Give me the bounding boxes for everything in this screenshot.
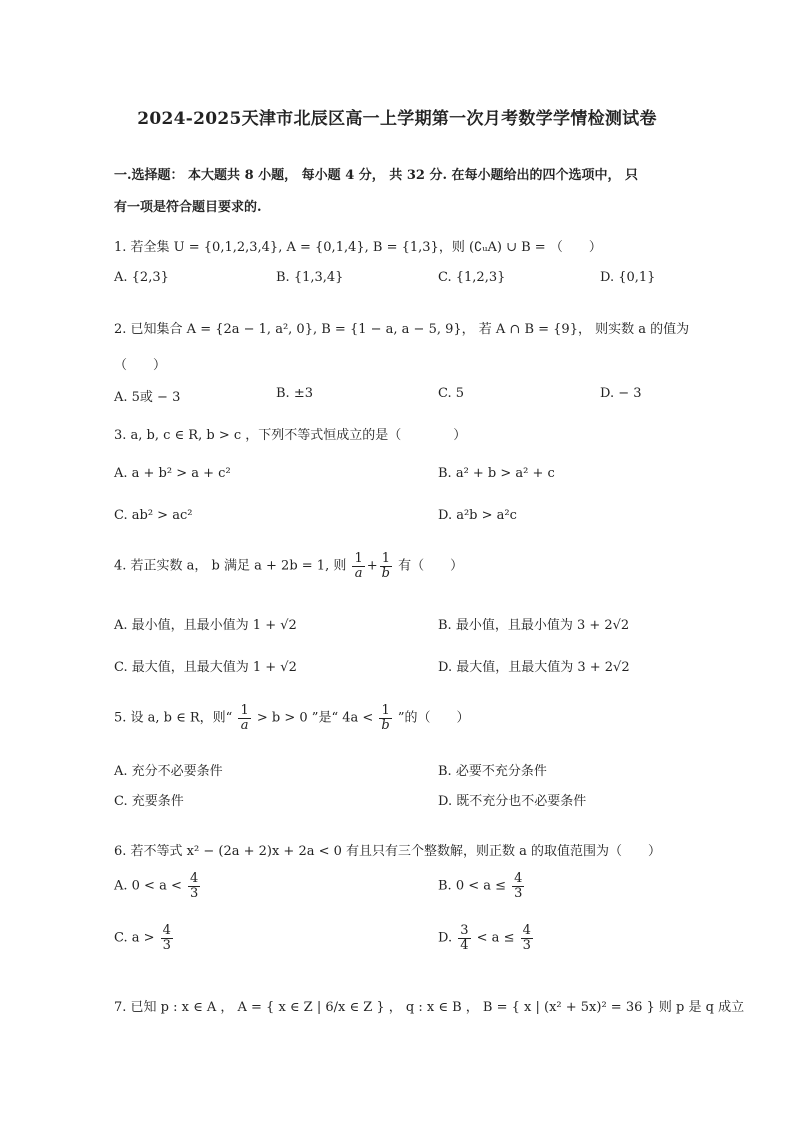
question-7-stem: 7. 已知 p : x ∈ A ， A = { x ∈ Z | 6/x ∈ Z } ， q : x ∈ B ， B = { x | (x² + 5x)² = 36 } 则 p 是 q 成立: [114, 1000, 745, 1015]
question-1-option-c: C. {1,2,3}: [438, 270, 506, 285]
fraction-1-over-b: [379, 704, 391, 732]
option-c-prefix: C. a >: [114, 930, 155, 946]
question-3-option-c: C. ab² > ac²: [114, 508, 193, 523]
question-5-option-a: A. 充分不必要条件: [114, 764, 223, 779]
question-3-stem: 3. a, b, c ∈ R, b > c ，下列不等式恒成立的是（ ）: [114, 428, 467, 443]
question-6-option-a: [114, 872, 202, 900]
question-3-option-a: A. a + b² > a + c²: [114, 466, 231, 481]
option-a-prefix: A. 0 < a <: [114, 878, 182, 894]
question-5-stem-pre: 5. 设 a, b ∈ R，则“: [114, 710, 233, 726]
section-instructions-line1: 一.选择题： 本大题共 8 小题， 每小题 4 分， 共 32 分. 在每小题给出的四个选项中， 只: [114, 168, 639, 183]
fraction-denominator: 3: [522, 937, 531, 953]
fraction-denominator: b: [381, 717, 390, 733]
fraction-numerator: 1: [379, 704, 391, 719]
fraction-1-over-b: [380, 552, 392, 580]
question-5-stem-post: ”的（ ）: [397, 710, 470, 726]
question-4-option-b: B. 最小值，且最小值为 3 + 2√2: [438, 618, 630, 633]
question-4-option-c: C. 最大值，且最大值为 1 + √2: [114, 660, 297, 675]
fraction-numerator: 4: [162, 923, 171, 938]
fraction-numerator: 3: [460, 923, 469, 938]
fraction-denominator: 3: [514, 885, 523, 901]
question-2-stem-cont: （ ）: [114, 358, 167, 373]
question-3-option-b: B. a² + b > a² + c: [438, 466, 555, 481]
option-b-prefix: B. 0 < a ≤: [438, 878, 507, 894]
section-instructions-line2: 有一项是符合题目要求的.: [114, 200, 262, 215]
question-6-stem: 6. 若不等式 x² − (2a + 2)x + 2a < 0 有且只有三个整数解，则正数 a 的取值范围为（ ）: [114, 844, 662, 859]
fraction-4-over-3: [161, 924, 173, 952]
question-1-option-d: D. {0,1}: [600, 270, 656, 285]
question-5-option-d: D. 既不充分也不必要条件: [438, 794, 587, 809]
fraction-denominator: b: [381, 565, 390, 581]
question-2-option-c: C. 5: [438, 386, 465, 401]
fraction-denominator: 4: [460, 937, 469, 953]
fraction-1-over-a: [352, 552, 364, 580]
fraction-denominator: a: [240, 717, 249, 733]
fraction-numerator: 4: [514, 871, 523, 886]
option-d-prefix: D.: [438, 930, 453, 946]
question-5-stem-mid: > b > 0 ”是“ 4a <: [256, 710, 374, 726]
question-4-option-d: D. 最大值，且最大值为 3 + 2√2: [438, 660, 630, 675]
fraction-numerator: 4: [522, 923, 531, 938]
option-d-middle: < a ≤: [476, 930, 515, 946]
fraction-numerator: 1: [380, 552, 392, 567]
fraction-numerator: 1: [240, 703, 249, 718]
question-1-option-a: A. {2,3}: [114, 270, 169, 285]
question-4-stem: 4. 若正实数 a， b 满足 a + 2b = 1, 则 $\frac{1}{a}$ + $\frac{1}{b}$ 有（ ）: [114, 551, 464, 581]
fraction-numerator: 1: [354, 551, 363, 566]
question-5-option-b: B. 必要不充分条件: [438, 764, 547, 779]
fraction-4-over-3: [188, 872, 200, 900]
question-2-option-d: D. − 3: [600, 386, 642, 401]
question-6-option-b: [438, 872, 526, 900]
fraction-denominator: a: [354, 565, 363, 581]
question-4-stem-pre: 4. 若正实数 a， b 满足 a + 2b = 1, 则: [114, 558, 347, 574]
question-2-option-b: B. ±3: [276, 386, 313, 401]
fraction-denominator: 3: [190, 885, 199, 901]
question-2-option-a: A. 5或 − 3: [114, 390, 181, 405]
fraction-4-over-3: [512, 872, 524, 900]
fraction-denominator: 3: [162, 937, 171, 953]
fraction-4-over-3: [521, 924, 533, 952]
question-6-option-d: [438, 924, 535, 952]
question-5-option-c: C. 充要条件: [114, 794, 184, 809]
question-3-option-d: D. a²b > a²c: [438, 508, 517, 523]
question-1-stem: 1. 若全集 U = {0,1,2,3,4}, A = {0,1,4}, B = {1,3}，则 (∁ᵤA) ∪ B = （ ）: [114, 240, 602, 255]
question-5-stem: [114, 704, 694, 732]
fraction-numerator: 4: [190, 871, 199, 886]
question-4-option-a: A. 最小值，且最小值为 1 + √2: [114, 618, 297, 633]
question-1-option-b: B. {1,3,4}: [276, 270, 344, 285]
question-2-stem: 2. 已知集合 A = {2a − 1, a², 0}, B = {1 − a, a − 5, 9}， 若 A ∩ B = {9}， 则实数 a 的值为: [114, 322, 690, 337]
question-6-option-c: [114, 924, 175, 952]
question-4-stem-post: 有（ ）: [398, 558, 464, 574]
fraction-1-over-a: [238, 704, 250, 732]
exam-title: 2024-2025天津市北辰区高一上学期第一次月考数学学情检测试卷: [137, 109, 657, 129]
fraction-3-over-4: [458, 924, 470, 952]
